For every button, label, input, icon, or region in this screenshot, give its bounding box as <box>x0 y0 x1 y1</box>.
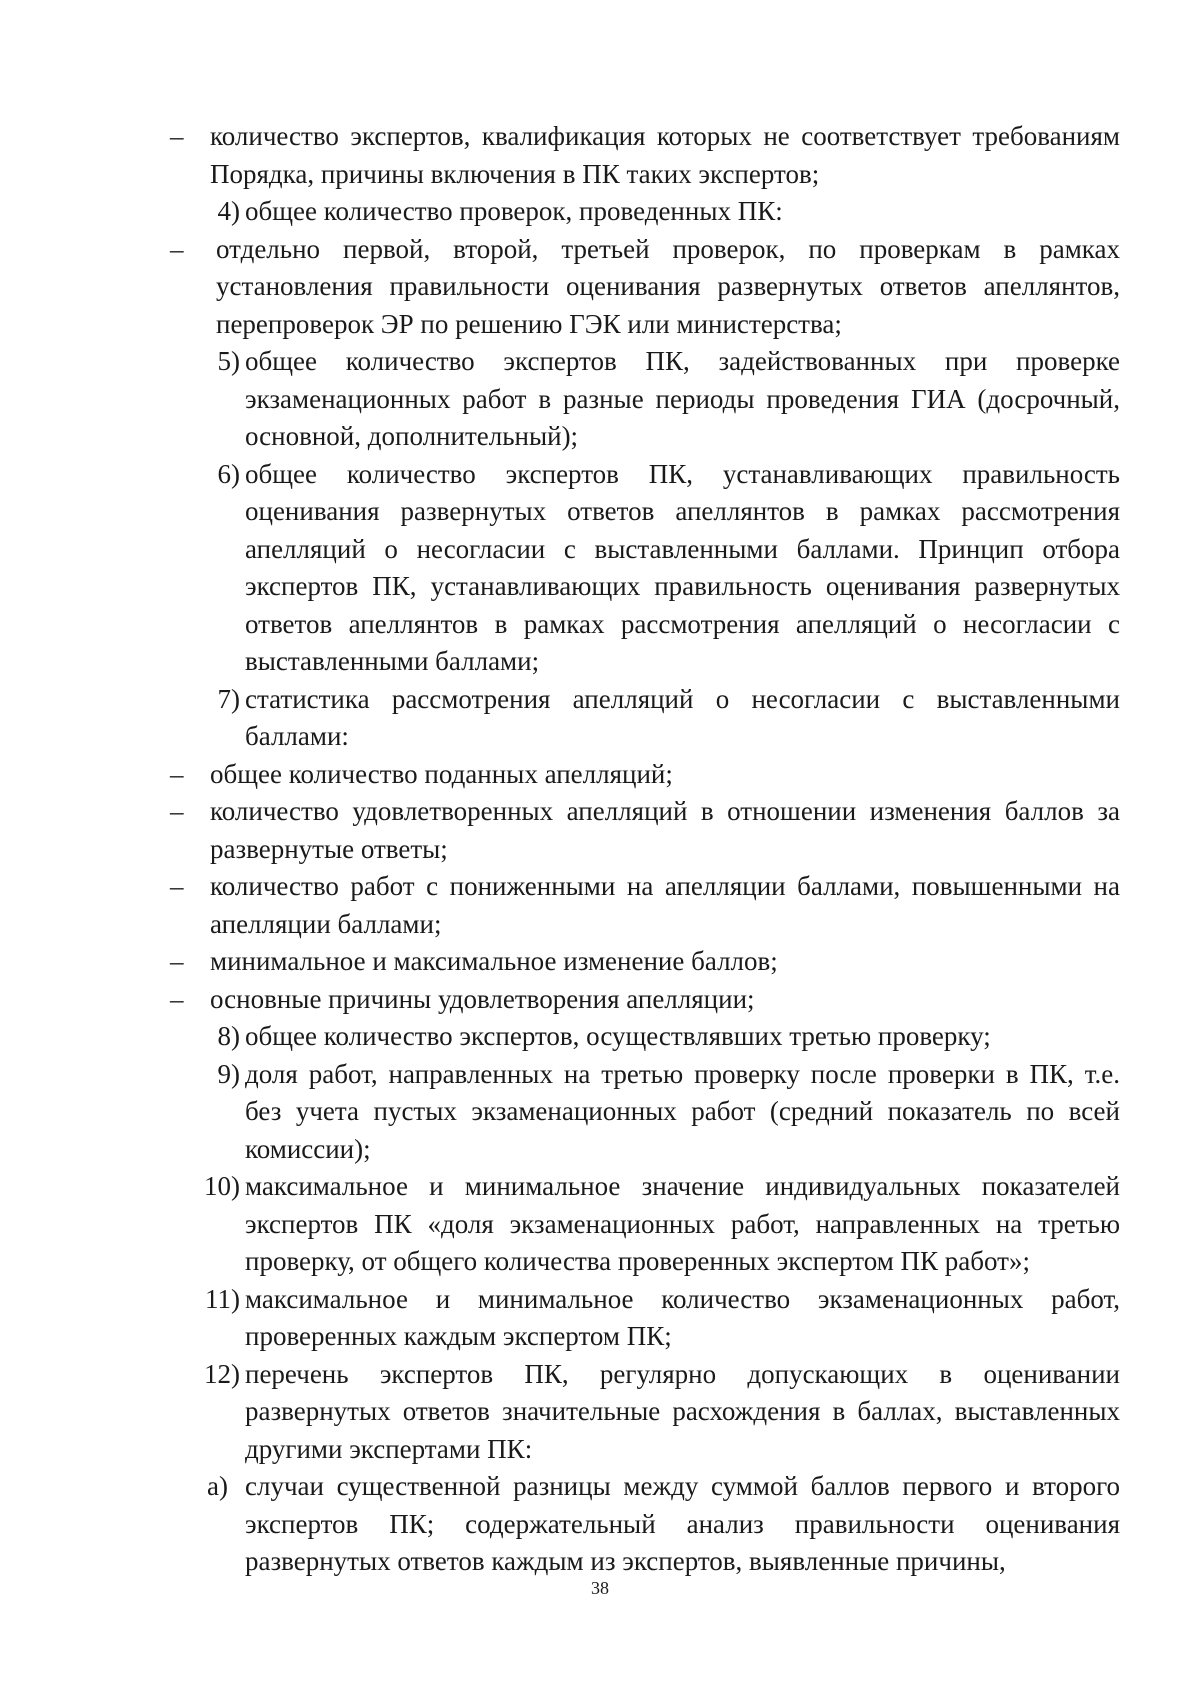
list-item-text: статистика рассмотрения апелляций о несогласии с выставленными баллами: <box>245 683 1120 751</box>
list-item <box>170 756 1120 794</box>
list-item-text: максимальное и минимальное количество экзаменационных работ, проверенных каждым экспертом ПК; <box>245 1283 1120 1351</box>
list-item <box>170 118 1120 193</box>
document-body <box>170 118 1120 1581</box>
list-item <box>170 681 1120 756</box>
list-item-text: количество удовлетворенных апелляций в отношении изменения баллов за развернутые ответы; <box>210 796 1120 864</box>
list-item <box>170 343 1120 456</box>
list-item <box>170 231 1120 344</box>
list-item-text: общее количество экспертов, осуществлявших третью проверку; <box>245 1021 991 1051</box>
list-marker: 8) <box>217 1021 240 1051</box>
list-marker: – <box>170 758 184 789</box>
list-item-text: случаи существенной разницы между суммой баллов первого и второго экспертов ПК; содержательный анализ правильности оценивания развернутых ответов каждым из экспертов, выявленные причины, <box>245 1471 1120 1576</box>
list-item <box>170 193 1120 231</box>
list-marker: 7) <box>217 683 240 714</box>
list-item-text: доля работ, направленных на третью проверку после проверки в ПК, т.е. без учета пустых экзаменационных работ (средний показатель по всей комиссии); <box>245 1058 1120 1164</box>
list-marker: – <box>170 983 184 1014</box>
list-item <box>170 981 1120 1019</box>
list-marker: 6) <box>217 458 240 489</box>
list-item <box>170 456 1120 681</box>
list-item-text: общее количество экспертов ПК, устанавливающих правильность оценивания развернутых ответов апеллянтов в рамках рассмотрения апелляций о несогласии с выставленными баллами. Принцип отбора экспертов ПК, устанавливающих правильность оценивания развернутых ответов апеллянтов в рамках рассмотрения апелляций о несогласии с выставленными баллами; <box>245 458 1120 676</box>
list-item-text: перечень экспертов ПК, регулярно допускающих в оценивании развернутых ответов значительные расхождения в баллах, выставленных другими экспертами ПК: <box>245 1358 1120 1464</box>
list-marker: 10) <box>204 1171 240 1201</box>
list-item-text: количество работ с пониженными на апелляции баллами, повышенными на апелляции баллами; <box>210 871 1120 939</box>
list-item <box>170 793 1120 868</box>
page-number: 38 <box>591 1578 609 1598</box>
list-item-text: минимальное и максимальное изменение баллов; <box>210 946 778 976</box>
list-marker: 9) <box>217 1058 240 1089</box>
list-item <box>170 1018 1120 1056</box>
list-marker: – <box>170 233 184 264</box>
list-item <box>170 1168 1120 1281</box>
list-marker: 12) <box>204 1358 240 1389</box>
list-item <box>170 1281 1120 1356</box>
list-marker: – <box>170 946 184 976</box>
list-marker: 4) <box>217 196 240 226</box>
list-item-text: отдельно первой, второй, третьей проверок, по проверкам в рамках установления правильности оценивания развернутых ответов апеллянтов, перепроверок ЭР по решению ГЭК или министерства; <box>216 233 1120 339</box>
list-item <box>170 868 1120 943</box>
list-item-text: общее количество проверок, проведенных ПК: <box>245 196 783 226</box>
list-item <box>170 1056 1120 1169</box>
list-marker: – <box>170 796 184 826</box>
list-marker: – <box>170 871 184 901</box>
list-marker: 5) <box>217 346 240 376</box>
list-item <box>170 1356 1120 1469</box>
list-item-text: общее количество экспертов ПК, задействованных при проверке экзаменационных работ в разные периоды проведения ГИА (досрочный, основной, дополнительный); <box>245 346 1120 451</box>
list-item <box>170 943 1120 981</box>
list-item-text: основные причины удовлетворения апелляции; <box>210 983 755 1014</box>
list-item-text: максимальное и минимальное значение индивидуальных показателей экспертов ПК «доля экзаменационных работ, направленных на третью проверку, от общего количества проверенных экспертом ПК работ»; <box>245 1171 1120 1276</box>
list-item-text: количество экспертов, квалификация которых не соответствует требованиям Порядка, причины включения в ПК таких экспертов; <box>210 121 1120 189</box>
list-item <box>170 1468 1120 1581</box>
list-marker: а) <box>207 1471 228 1501</box>
list-marker: – <box>170 121 184 151</box>
list-item-text: общее количество поданных апелляций; <box>210 758 673 789</box>
list-marker: 11) <box>205 1283 240 1314</box>
